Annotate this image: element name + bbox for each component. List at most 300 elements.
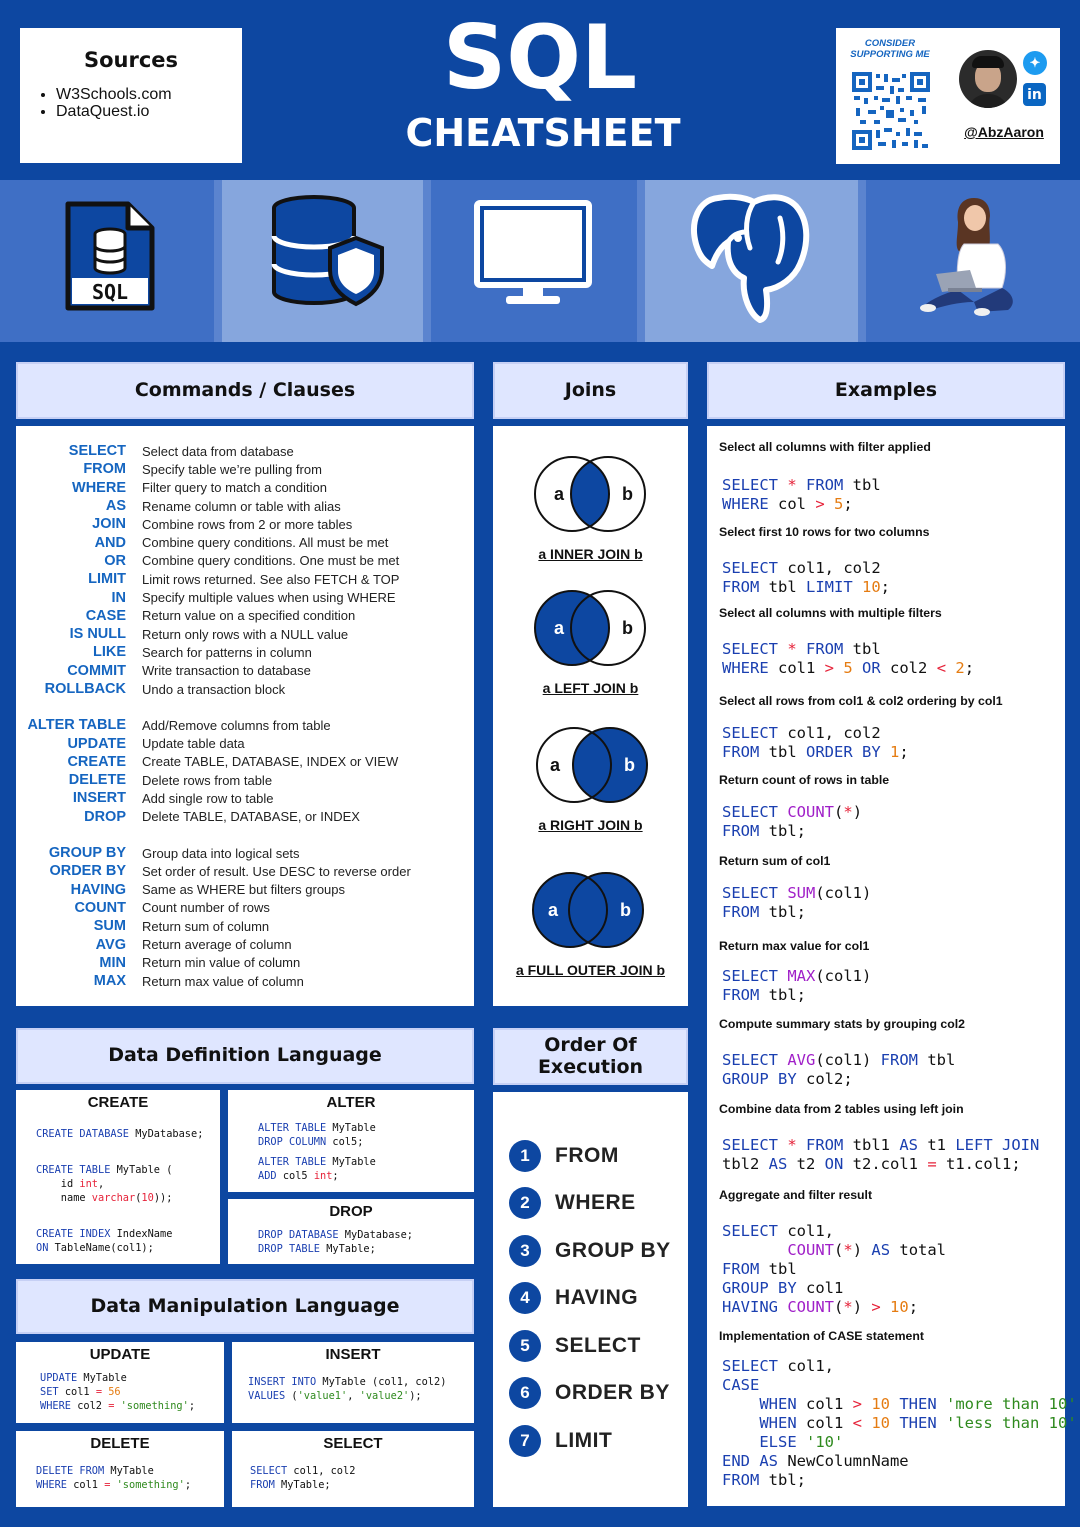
code-token: CASE — [722, 1376, 760, 1394]
command-row — [16, 479, 474, 497]
code-line — [722, 1471, 1077, 1490]
command-row — [16, 917, 474, 935]
code-token: col1 — [73, 1479, 105, 1491]
example-title: Select all columns with filter applied — [719, 440, 931, 454]
command-row — [16, 552, 474, 570]
code-token: SELECT — [722, 640, 788, 658]
code-line — [36, 1177, 220, 1191]
code-token: '10' — [806, 1433, 844, 1451]
card-title: SELECT — [323, 1435, 383, 1452]
command-keyword: HAVING — [70, 881, 126, 898]
code-token: SET — [40, 1386, 65, 1398]
dml-header: Data Manipulation Language — [16, 1279, 474, 1334]
order-step-number: 1 — [509, 1140, 541, 1172]
code-token: ; — [899, 743, 909, 761]
code-token: t2 — [796, 1155, 825, 1173]
code-token: DROP DATABASE — [258, 1229, 345, 1241]
command-row — [16, 497, 474, 515]
code-token: , — [347, 1390, 360, 1402]
code-token: tbl — [768, 1260, 797, 1278]
command-description: Delete rows from table — [142, 772, 273, 788]
handle-link[interactable]: @AbzAaron — [964, 124, 1044, 140]
commands-panel — [16, 426, 474, 1006]
code-token: col2; — [806, 1070, 853, 1088]
code-token: CREATE DATABASE — [36, 1128, 136, 1140]
code-token: FROM — [806, 1136, 853, 1154]
code-token: (col1) — [815, 1051, 881, 1069]
command-description: Delete TABLE, DATABASE, or INDEX — [142, 809, 360, 825]
monitor-icon — [474, 200, 592, 308]
command-row — [16, 588, 474, 606]
code-token: FROM — [722, 743, 769, 761]
command-description: Set order of result. Use DESC to reverse order — [142, 863, 411, 879]
code-token: 10 — [871, 1414, 900, 1432]
command-keyword: IS NULL — [69, 626, 126, 643]
code-token: SELECT — [722, 1136, 788, 1154]
inner-join-diagram — [528, 456, 652, 534]
code-token: DROP TABLE — [258, 1243, 327, 1255]
code-token: MyTable; — [326, 1243, 376, 1255]
code-token: * — [843, 1241, 853, 1259]
code-token: t1 — [927, 1136, 956, 1154]
code-token: COUNT — [787, 1298, 834, 1316]
command-keyword: SUM — [93, 918, 126, 935]
example-title: Select first 10 rows for two columns — [719, 525, 930, 539]
code-line — [722, 640, 974, 659]
avatar — [959, 50, 1017, 108]
sources-list — [36, 86, 226, 120]
code-token: TableName(col1); — [54, 1242, 154, 1254]
code-token: int — [79, 1178, 99, 1190]
code-token: 56 — [108, 1386, 121, 1398]
command-description: Add/Remove columns from table — [142, 717, 331, 733]
banner — [0, 180, 1080, 342]
code-token: ; — [184, 1479, 192, 1491]
code-token: MyDatabase; — [135, 1128, 204, 1140]
code-line — [722, 1241, 946, 1260]
code-token: 1 — [890, 743, 900, 761]
code-token: col1, — [787, 1222, 834, 1240]
example-title: Return count of rows in table — [719, 773, 890, 787]
code-token: col2 — [77, 1400, 109, 1412]
code-token: WHERE — [722, 659, 778, 677]
code-line — [258, 1155, 474, 1169]
command-row — [16, 972, 474, 990]
dml-insert-card — [232, 1342, 474, 1423]
code-token: MyTable; — [281, 1479, 331, 1491]
order-step-label: HAVING — [555, 1286, 639, 1310]
code-token: THEN — [899, 1395, 947, 1413]
ddl-create-card — [16, 1090, 220, 1264]
sources-title: Sources — [83, 48, 179, 72]
code-line — [722, 1260, 946, 1279]
code-token: (col1) — [815, 884, 872, 902]
code-token: 5 — [834, 495, 844, 513]
code-token: col1, col2 — [787, 724, 881, 742]
command-keyword: ALTER TABLE — [27, 717, 126, 734]
code-token: SELECT — [722, 559, 788, 577]
full-outer-join-diagram — [526, 872, 650, 950]
join-circle-label: b — [622, 484, 633, 504]
code-line — [36, 1241, 220, 1255]
code-token: FROM — [722, 578, 769, 596]
code-token: 10 — [871, 1395, 900, 1413]
command-description: Rename column or table with alias — [142, 498, 341, 514]
command-description: Select data from database — [142, 443, 294, 459]
code-token: SELECT — [722, 1222, 788, 1240]
code-token: VALUES — [248, 1390, 292, 1402]
code-token: DROP COLUMN — [258, 1136, 333, 1148]
code-block — [258, 1121, 474, 1149]
example-code — [722, 559, 890, 597]
command-keyword: INSERT — [72, 790, 126, 807]
command-description: Return min value of column — [142, 955, 301, 971]
command-row — [16, 881, 474, 899]
code-token: = — [108, 1400, 121, 1412]
code-token: SELECT — [722, 476, 788, 494]
order-step-label: ORDER BY — [555, 1381, 670, 1405]
join-circle-label: a — [554, 484, 565, 504]
code-token: tbl2 — [722, 1155, 769, 1173]
code-line — [722, 1279, 946, 1298]
source-item[interactable]: • W3Schools.com — [56, 86, 226, 103]
code-token: , — [98, 1178, 105, 1190]
code-line — [722, 1376, 1077, 1395]
order-step — [509, 1275, 688, 1323]
code-token: tbl; — [768, 903, 806, 921]
command-description: Return only rows with a NULL value — [142, 626, 349, 642]
order-step — [509, 1180, 688, 1228]
code-token: SELECT — [722, 1051, 788, 1069]
code-token: tbl — [768, 578, 806, 596]
command-keyword: DROP — [84, 808, 126, 825]
ddl-drop-card — [228, 1199, 474, 1264]
code-token — [722, 1241, 787, 1259]
code-token: SELECT — [722, 803, 788, 821]
code-token: FROM — [722, 1471, 769, 1489]
code-token: ) — [852, 803, 863, 821]
command-row — [16, 935, 474, 953]
code-token: tbl — [768, 743, 806, 761]
example-title: Return max value for col1 — [719, 939, 870, 953]
command-keyword: AS — [105, 498, 126, 515]
code-token: ON — [36, 1242, 55, 1254]
command-row — [16, 862, 474, 880]
command-row — [16, 570, 474, 588]
twitter-icon[interactable]: ✦ — [1023, 51, 1047, 75]
command-keyword: LIMIT — [88, 571, 126, 588]
order-step-label: GROUP BY — [555, 1238, 671, 1262]
command-row — [16, 789, 474, 807]
code-token: 'something' — [120, 1400, 189, 1412]
command-keyword: AND — [94, 534, 126, 551]
card-title: UPDATE — [89, 1346, 151, 1363]
command-keyword: JOIN — [92, 516, 126, 533]
qr-code-icon[interactable] — [852, 72, 930, 150]
example-code — [722, 476, 881, 514]
code-token: MyTable — [83, 1372, 127, 1384]
order-step — [509, 1322, 688, 1370]
code-line — [722, 495, 881, 514]
command-keyword: MIN — [99, 954, 126, 971]
command-keyword: CASE — [85, 607, 126, 624]
code-token: IndexName — [116, 1228, 173, 1240]
join-circle-label: a — [554, 618, 565, 638]
order-step-label: LIMIT — [555, 1428, 613, 1452]
code-token: SUM — [787, 884, 816, 902]
code-token: total — [899, 1241, 947, 1259]
join-circle-label: b — [620, 900, 631, 920]
code-token: THEN — [899, 1414, 947, 1432]
command-keyword: SELECT — [68, 443, 126, 460]
code-token: * — [787, 640, 806, 658]
code-token: ORDER BY — [806, 743, 890, 761]
command-description: Undo a transaction block — [142, 681, 286, 697]
command-keyword: DELETE — [68, 772, 126, 789]
command-description: Count number of rows — [142, 900, 270, 916]
code-token: > — [852, 1395, 872, 1413]
code-token: GROUP BY — [722, 1070, 806, 1088]
code-token: AS — [871, 1241, 900, 1259]
code-token: ALTER TABLE — [258, 1156, 333, 1168]
join-circle-label: a — [550, 755, 561, 775]
code-line — [258, 1242, 474, 1256]
code-token: MyDatabase; — [344, 1229, 413, 1241]
order-step-label: SELECT — [555, 1333, 641, 1357]
command-keyword: ROLLBACK — [44, 681, 126, 697]
code-block — [40, 1371, 224, 1413]
order-panel — [493, 1092, 688, 1507]
sql-file-icon — [64, 200, 156, 312]
code-token: col2 — [890, 659, 937, 677]
left-join-diagram — [528, 590, 652, 668]
code-token: AS — [899, 1136, 928, 1154]
card-title: ALTER — [326, 1094, 376, 1111]
code-token: < — [936, 659, 956, 677]
code-line — [40, 1399, 224, 1413]
code-token: 10 — [862, 578, 881, 596]
ddl-alter-card — [228, 1090, 474, 1192]
code-token: ON — [824, 1155, 853, 1173]
code-line — [722, 1414, 1077, 1433]
code-line — [258, 1121, 474, 1135]
code-line — [722, 967, 871, 986]
code-token: SELECT — [722, 724, 788, 742]
code-token: * — [787, 1136, 806, 1154]
code-line — [36, 1464, 224, 1478]
example-title: Aggregate and filter result — [719, 1188, 873, 1202]
code-line — [36, 1191, 220, 1205]
command-description: Update table data — [142, 736, 245, 752]
code-line — [722, 903, 871, 922]
command-description: Combine rows from 2 or more tables — [142, 516, 353, 532]
code-block — [258, 1155, 474, 1183]
code-line — [722, 986, 871, 1005]
command-row — [16, 460, 474, 478]
code-token: 10 — [141, 1192, 154, 1204]
code-token: COUNT — [787, 803, 834, 821]
code-token: ; — [964, 659, 975, 677]
command-keyword: LIKE — [92, 644, 126, 661]
card-title: DROP — [329, 1203, 373, 1220]
command-description: Write transaction to database — [142, 663, 311, 679]
code-token: NewColumnName — [787, 1452, 909, 1470]
order-step-number: 5 — [509, 1330, 541, 1362]
dml-select-card — [232, 1431, 474, 1507]
example-code — [722, 1136, 1039, 1174]
code-token: int — [313, 1170, 333, 1182]
linkedin-icon[interactable]: in — [1023, 83, 1046, 106]
command-description: Combine query conditions. One must be met — [142, 553, 400, 569]
code-line — [722, 1051, 955, 1070]
code-token: col5 — [282, 1170, 314, 1182]
code-token: tbl; — [768, 986, 806, 1004]
code-token: tbl; — [768, 1471, 806, 1489]
command-description: Return max value of column — [142, 973, 304, 989]
command-row — [16, 643, 474, 661]
code-token: ; — [332, 1170, 339, 1182]
code-token: 'more than 10' — [946, 1395, 1077, 1413]
code-token: tbl — [852, 476, 881, 494]
command-description: Same as WHERE but filters groups — [142, 882, 346, 898]
order-step-number: 4 — [509, 1282, 541, 1314]
code-token: id — [36, 1178, 80, 1190]
card-title: CREATE — [87, 1094, 149, 1111]
code-token: AS — [768, 1155, 797, 1173]
code-token: ADD — [258, 1170, 283, 1182]
code-token: * — [787, 476, 806, 494]
code-token: FROM — [722, 986, 769, 1004]
code-token: MyTable — [110, 1465, 154, 1477]
code-line — [722, 1395, 1077, 1414]
sql-icon-label: SQL — [91, 280, 129, 304]
order-header — [493, 1028, 688, 1085]
command-row — [16, 515, 474, 533]
code-token: CREATE INDEX — [36, 1228, 117, 1240]
command-description: Filter query to match a condition — [142, 480, 327, 496]
card-title: DELETE — [90, 1435, 150, 1452]
code-token: 5 — [843, 659, 863, 677]
code-line — [722, 724, 909, 743]
code-token: col1, col2 — [787, 559, 881, 577]
code-token: col1 — [64, 1386, 96, 1398]
example-code — [722, 724, 909, 762]
code-line — [722, 1357, 1077, 1376]
code-block — [36, 1464, 224, 1492]
command-row — [16, 899, 474, 917]
order-step — [509, 1370, 688, 1418]
order-step — [509, 1132, 688, 1180]
commands-group — [16, 844, 474, 990]
command-row — [16, 808, 474, 826]
order-step-label: FROM — [555, 1143, 619, 1167]
command-row — [16, 954, 474, 972]
code-line — [722, 659, 974, 678]
code-token: col1, col2 — [293, 1465, 356, 1477]
code-line — [248, 1375, 474, 1389]
command-row — [16, 533, 474, 551]
page-subtitle: CHEATSHEET — [405, 111, 681, 155]
command-keyword: AVG — [95, 936, 126, 953]
code-token: COUNT — [787, 1241, 834, 1259]
code-token: END AS — [722, 1452, 788, 1470]
code-token: MyTable — [332, 1122, 376, 1134]
code-token: 2 — [955, 659, 965, 677]
command-description: Group data into logical sets — [142, 845, 300, 861]
examples-panel — [707, 426, 1077, 1506]
example-code — [722, 1357, 1077, 1490]
code-line — [722, 476, 881, 495]
support-box — [836, 28, 1060, 164]
example-code — [722, 1051, 955, 1089]
database-shield-icon — [270, 194, 388, 314]
code-token: = — [95, 1386, 109, 1398]
code-token: = — [927, 1155, 946, 1173]
code-token — [722, 1433, 759, 1451]
command-keyword: CREATE — [67, 753, 126, 770]
command-description: Return value on a specified condition — [142, 608, 356, 624]
code-token: (col1) — [815, 967, 872, 985]
code-token: LIMIT — [806, 578, 862, 596]
code-token: ( — [834, 1241, 844, 1259]
code-token: col1 — [806, 1414, 853, 1432]
postgresql-elephant-icon — [688, 192, 812, 324]
code-line — [722, 822, 862, 841]
right-join-diagram — [530, 727, 654, 805]
source-item[interactable]: • DataQuest.io — [56, 103, 226, 120]
page-title: SQL — [442, 6, 638, 109]
code-token: 'something' — [116, 1479, 185, 1491]
code-line — [36, 1227, 220, 1241]
code-token: FROM — [722, 1260, 769, 1278]
code-line — [722, 803, 862, 822]
command-row — [16, 442, 474, 460]
example-code — [722, 803, 862, 841]
code-token — [722, 1395, 759, 1413]
command-keyword: FROM — [83, 461, 126, 478]
code-token: tbl1 — [852, 1136, 900, 1154]
code-line — [722, 578, 890, 597]
code-token: FROM — [806, 640, 853, 658]
code-token: OR — [862, 659, 891, 677]
command-keyword: COUNT — [74, 899, 126, 916]
code-line — [40, 1371, 224, 1385]
code-token: tbl — [927, 1051, 956, 1069]
command-row — [16, 734, 474, 752]
code-token: t2.col1 — [852, 1155, 928, 1173]
code-token: = — [104, 1479, 117, 1491]
command-keyword: ORDER BY — [49, 863, 126, 880]
code-token: DELETE FROM — [36, 1465, 111, 1477]
sources-box — [20, 28, 242, 163]
code-line — [722, 1433, 1077, 1452]
command-description: Add single row to table — [142, 790, 274, 806]
example-code — [722, 884, 871, 922]
code-token: tbl; — [768, 822, 806, 840]
code-token: SELECT — [250, 1465, 294, 1477]
order-title: Order Of Execution — [537, 1033, 644, 1078]
command-keyword: OR — [104, 552, 126, 569]
command-row — [16, 716, 474, 734]
full-outer-join-label: a FULL OUTER JOIN b — [515, 962, 666, 978]
code-token: ) — [852, 1298, 872, 1316]
code-token: ALTER TABLE — [258, 1122, 333, 1134]
examples-header: Examples — [707, 362, 1065, 419]
command-description: Specify multiple values when using WHERE — [142, 590, 396, 606]
code-line — [722, 559, 890, 578]
order-step-number: 6 — [509, 1377, 541, 1409]
command-description: Specify table we’re pulling from — [142, 461, 322, 477]
